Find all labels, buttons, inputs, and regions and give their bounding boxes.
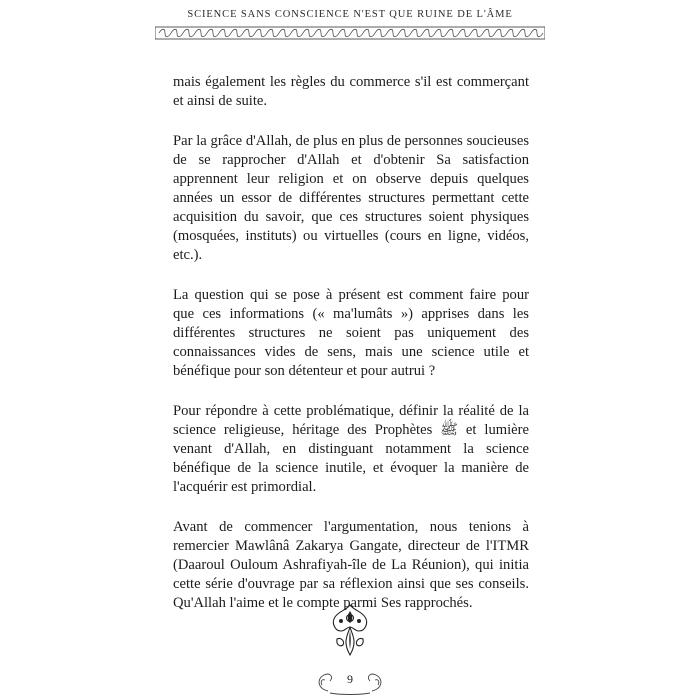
ornament-swirl — [339, 29, 351, 37]
header-ornament-band — [155, 26, 545, 40]
paragraph: Pour répondre à cette problématique, définir la réalité de la science religieuse, héritage des Prophètes ﷺ et lumière venant d'Allah, en distinguant notamment la science bénéfique de la science inutile, et évoquer la manière de l'acquérir est primordial. — [173, 403, 529, 495]
paragraph: La question qui se pose à présent est comment faire pour que ces informations (« ma'lumâts ») apprises dans les différentes structures ne soient pas uniquement des connaissances vides de sens, mais une science utile et bénéfique pour son détenteur et pour autrui ? — [173, 287, 529, 379]
ornament-swirl — [435, 29, 447, 37]
ornament-swirl — [519, 29, 531, 37]
ornament-swirl — [219, 29, 231, 37]
ornament-swirl — [351, 29, 363, 37]
ornament-swirl — [207, 29, 219, 37]
ornament-swirl — [195, 29, 207, 37]
paragraph: mais également les règles du commerce s'il est commerçant et ainsi de suite. — [173, 74, 529, 109]
paragraph: Par la grâce d'Allah, de plus en plus de personnes soucieuses de se rapprocher d'Allah et d'obtenir Sa satisfaction apprennent leur religion et on observe depuis quelques années un essor de différentes structures permettant cette acquisition du savoir, que ces structures soient physiques (mosquées, instituts) ou virtuelles (cours en ligne, vidéos, etc.). — [173, 133, 529, 263]
ornament-swirl — [255, 29, 267, 37]
ornament-swirl — [363, 29, 375, 37]
paragraph: Avant de commencer l'argumentation, nous tenions à remercier Mawlânâ Zakarya Gangate, directeur de l'ITMR (Daaroul Ouloum Ashrafiyah-île de La Réunion), qui initia cette série d'ouvrage par sa réflexion ainsi que ses conseils. Qu'Allah l'aime et le compte parmi Ses rapprochés. — [173, 519, 529, 611]
ornament-swirl — [387, 29, 399, 37]
ornament-swirl — [315, 29, 327, 37]
ornament-swirl — [447, 29, 459, 37]
ornament-swirl — [279, 29, 291, 37]
page-number: 9 — [347, 672, 353, 686]
ornament-swirl — [483, 29, 495, 37]
ornament-swirl — [183, 29, 195, 37]
ornament-swirl — [531, 29, 543, 37]
ornament-swirl — [267, 29, 279, 37]
fleuron-ornament — [325, 601, 375, 659]
ornament-swirl — [471, 29, 483, 37]
ornament-swirl — [411, 29, 423, 37]
ornament-swirl — [231, 29, 243, 37]
ornament-swirl — [327, 29, 339, 37]
ornament-swirl — [375, 29, 387, 37]
ornament-swirl — [399, 29, 411, 37]
running-header-title: SCIENCE SANS CONSCIENCE N'EST QUE RUINE DE L'ÂME — [187, 9, 513, 20]
ornament-swirl — [171, 29, 183, 37]
ornament-swirl — [423, 29, 435, 37]
ornament-swirl — [495, 29, 507, 37]
ornament-swirl — [291, 29, 303, 37]
ornament-swirl — [243, 29, 255, 37]
ornament-swirl — [459, 29, 471, 37]
ornament-swirl — [303, 29, 315, 37]
body-text — [173, 73, 529, 634]
ornament-swirl — [507, 29, 519, 37]
ornament-swirl — [159, 29, 171, 37]
